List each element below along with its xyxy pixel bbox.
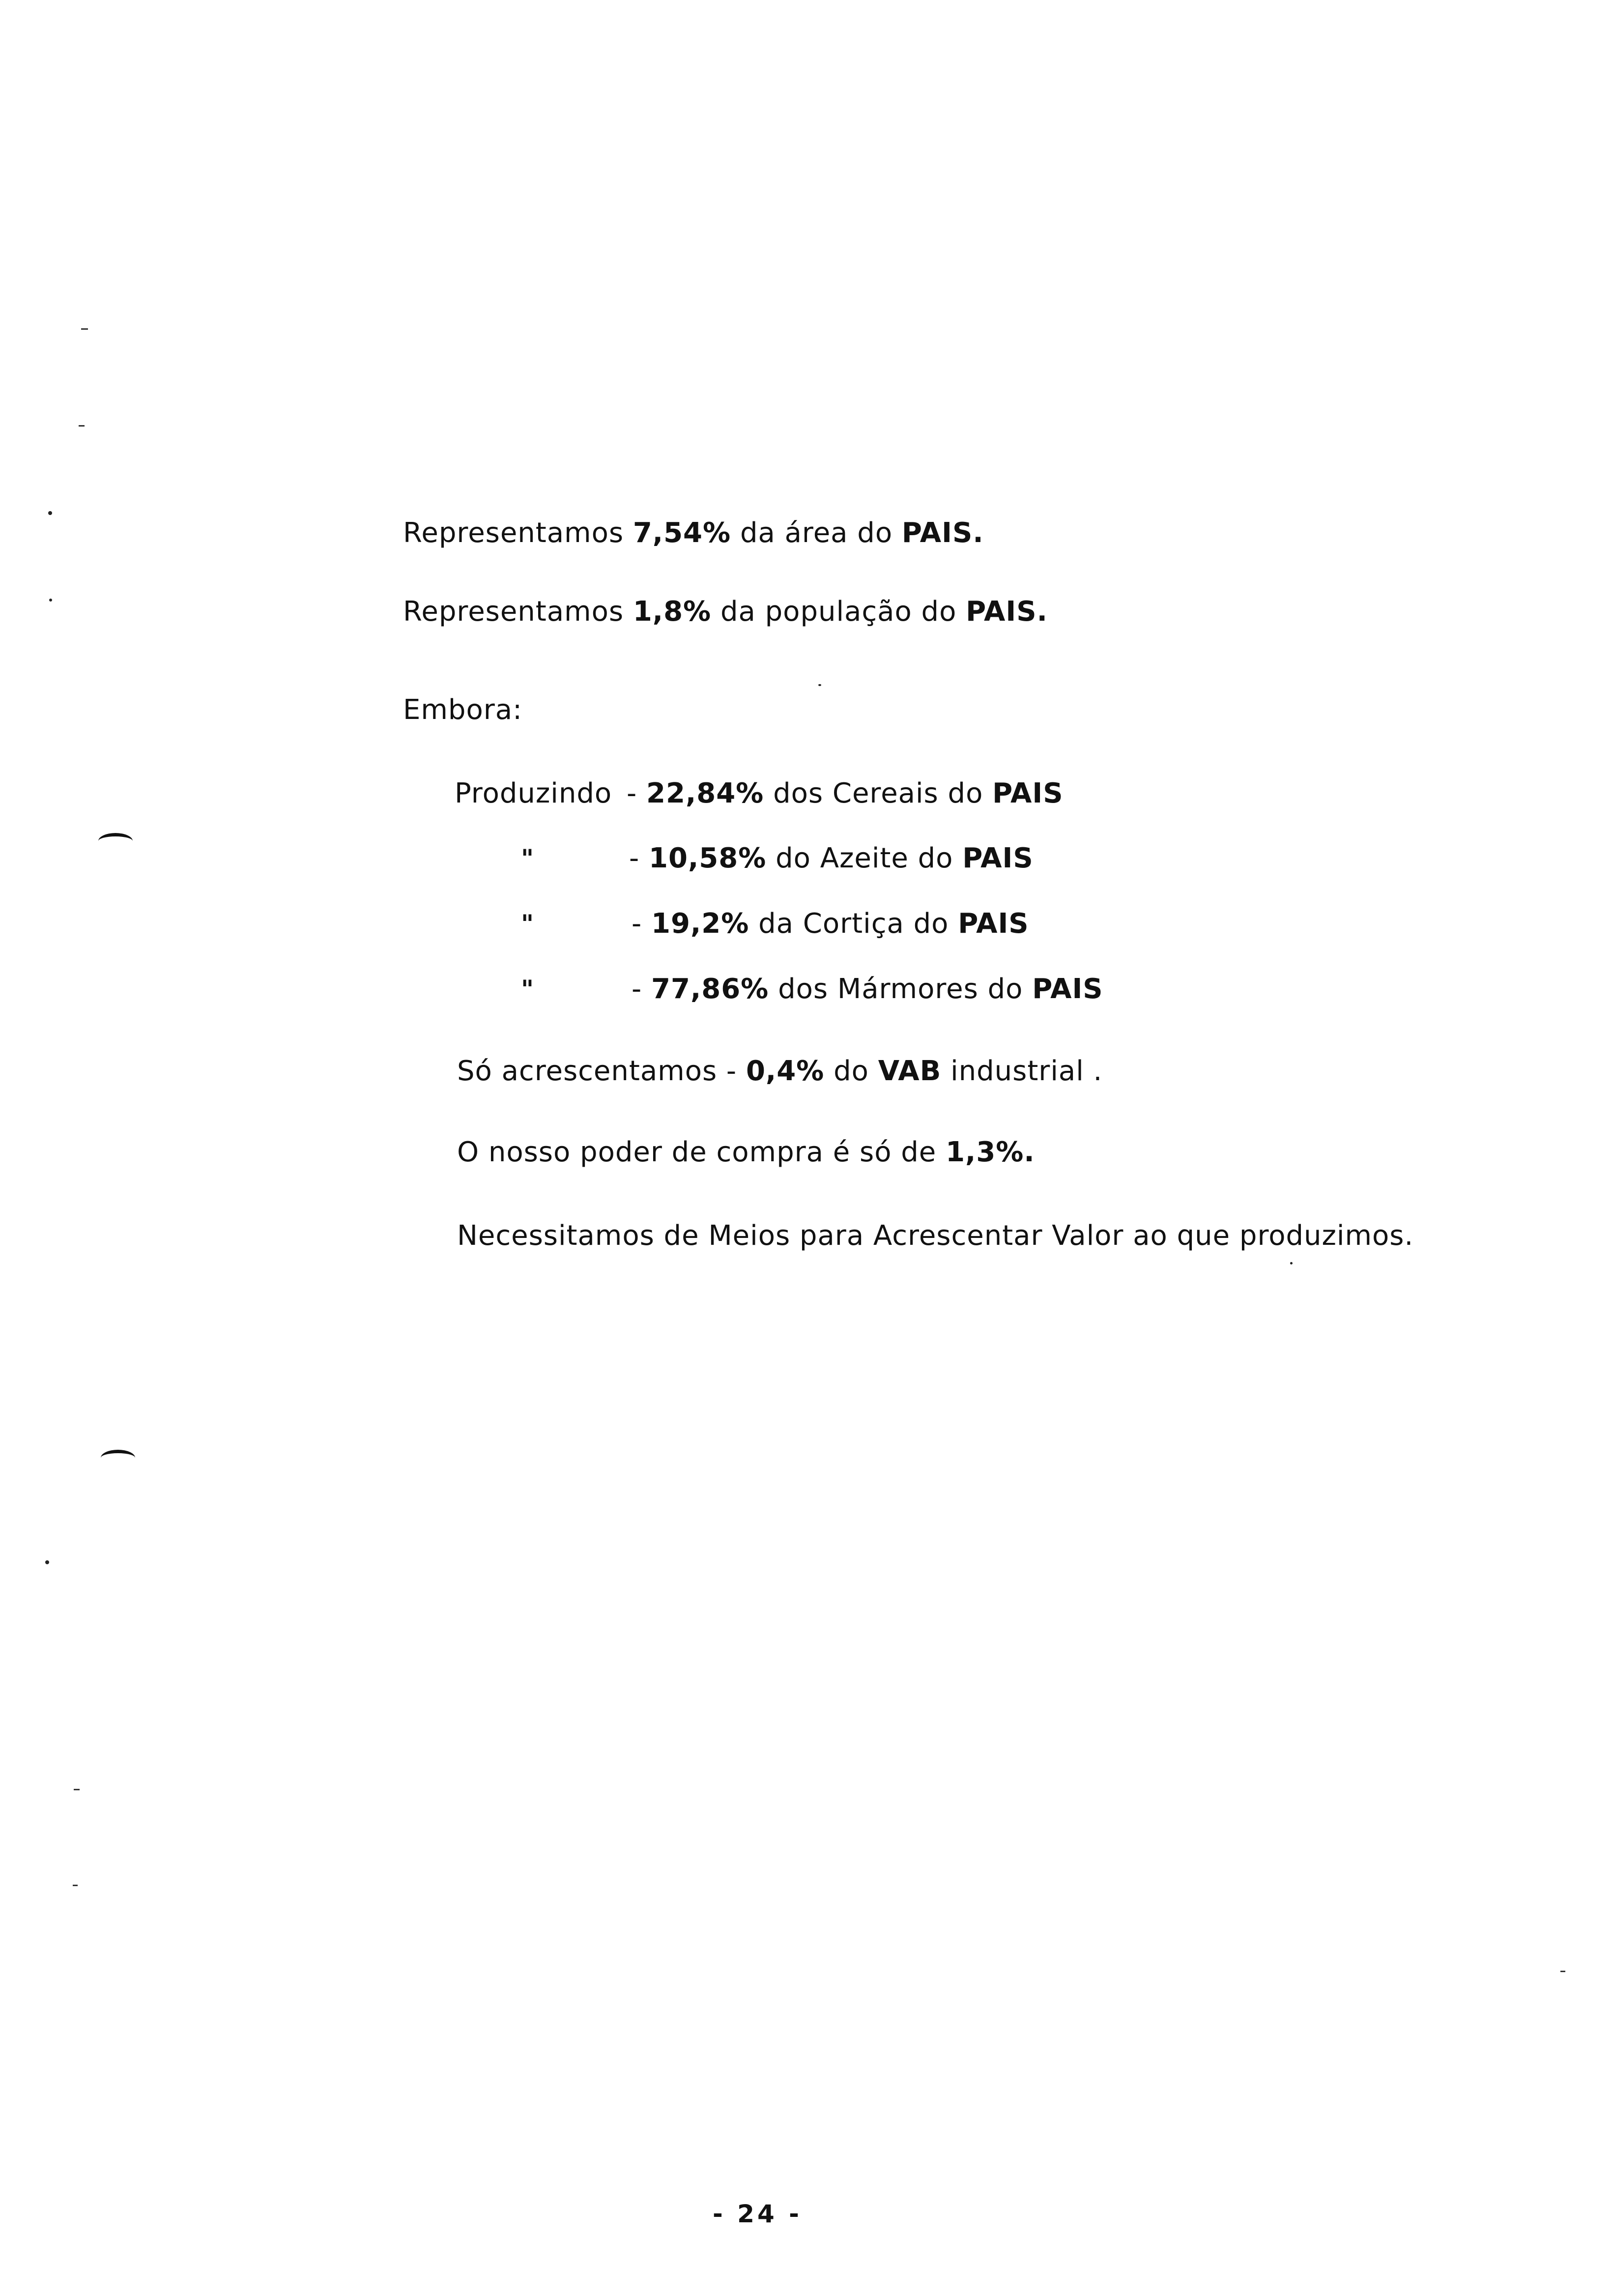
vab-value: 0,4% — [746, 1055, 825, 1087]
production-dash: - — [632, 908, 642, 940]
population-entity: PAIS. — [966, 596, 1048, 628]
production-middle: dos Cereais do — [773, 777, 983, 809]
scan-mark — [81, 328, 88, 330]
binder-hole-mark — [101, 1450, 135, 1466]
embora-label: Embora: — [403, 694, 522, 726]
area-value: 7,54% — [633, 517, 731, 549]
production-dash: - — [632, 973, 642, 1005]
ditto-mark: " — [521, 975, 534, 1004]
population-statement — [403, 595, 1048, 629]
scan-mark — [1560, 1971, 1565, 1972]
closing-statement: Necessitamos de Meios para Acrescentar Valor ao que produzimos. — [457, 1220, 1414, 1252]
scan-speck — [49, 599, 52, 602]
production-value: 22,84% — [646, 777, 764, 809]
production-lead: Produzindo — [455, 777, 612, 809]
vab-middle: do — [834, 1055, 869, 1087]
purchase-value: 1,3%. — [946, 1136, 1035, 1168]
production-middle: da Cortiça do — [758, 908, 949, 940]
ditto-mark: " — [521, 910, 534, 938]
production-dash: - — [629, 842, 640, 874]
production-dash: - — [627, 777, 637, 809]
scan-speck — [1290, 1262, 1293, 1264]
vab-prefix: Só acrescentamos - — [457, 1055, 737, 1087]
binder-hole-mark — [98, 833, 133, 849]
page-number: - 24 - — [713, 2200, 802, 2228]
vab-word: VAB — [878, 1055, 942, 1087]
production-entity: PAIS — [962, 842, 1034, 874]
production-value: 10,58% — [649, 842, 767, 874]
production-entity: PAIS — [1032, 973, 1103, 1005]
scan-speck — [45, 1560, 49, 1564]
ditto-mark: " — [521, 844, 534, 873]
scan-mark — [74, 1789, 80, 1790]
production-item — [632, 972, 1103, 1006]
area-entity: PAIS. — [901, 517, 984, 549]
production-item — [627, 776, 1064, 811]
production-entity: PAIS — [958, 908, 1029, 940]
scan-mark — [73, 1885, 78, 1886]
production-item — [629, 841, 1034, 876]
purchase-statement — [457, 1135, 1035, 1170]
production-value: 77,86% — [651, 973, 769, 1005]
population-middle: da população do — [720, 596, 957, 628]
vab-suffix: industrial . — [950, 1055, 1103, 1087]
production-item — [632, 907, 1029, 941]
scan-mark — [79, 425, 85, 427]
population-value: 1,8% — [633, 596, 712, 628]
production-middle: do Azeite do — [776, 842, 953, 874]
purchase-prefix: O nosso poder de compra é só de — [457, 1136, 937, 1168]
production-entity: PAIS — [992, 777, 1064, 809]
vab-statement — [457, 1054, 1102, 1089]
area-prefix: Representamos — [403, 517, 624, 549]
production-value: 19,2% — [651, 908, 749, 940]
population-prefix: Representamos — [403, 596, 624, 628]
area-statement — [403, 516, 984, 550]
production-middle: dos Mármores do — [778, 973, 1023, 1005]
scan-speck — [818, 684, 821, 686]
scan-speck — [48, 511, 52, 515]
area-middle: da área do — [740, 517, 893, 549]
